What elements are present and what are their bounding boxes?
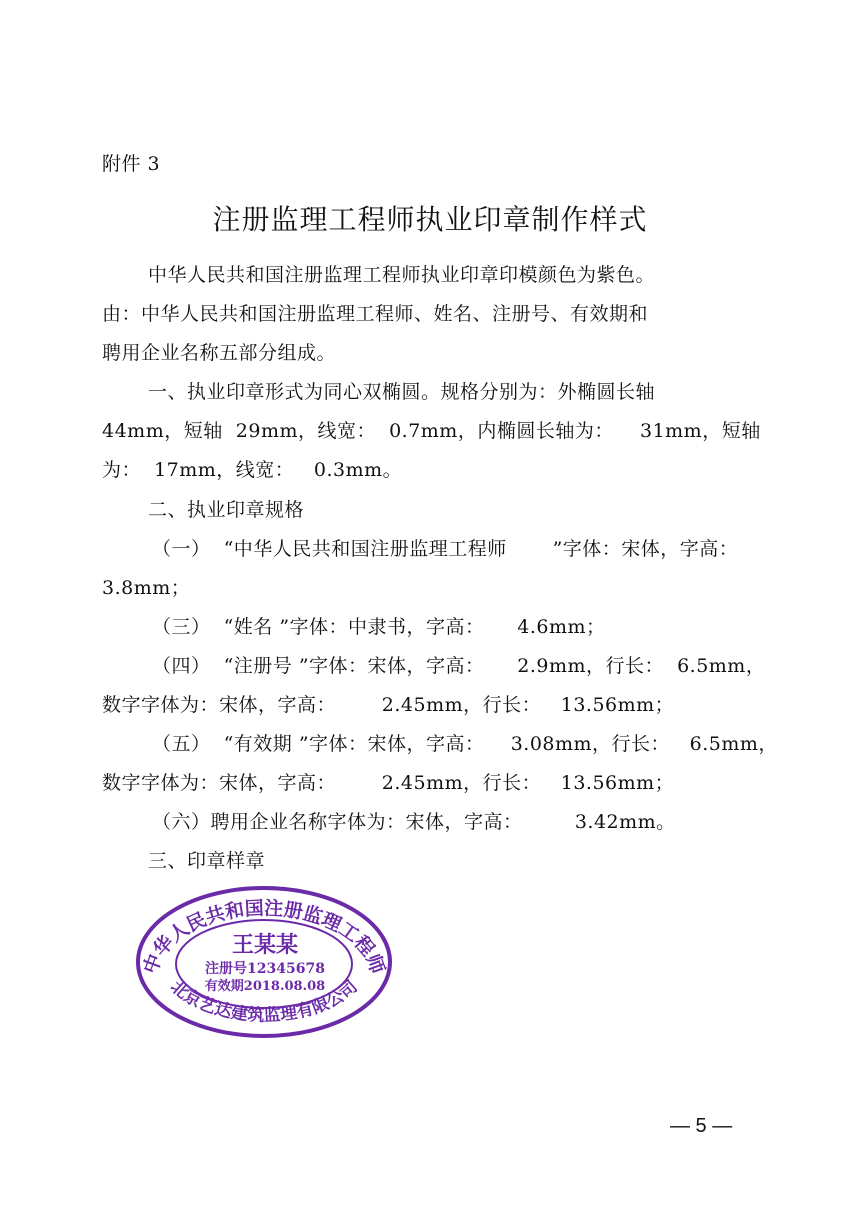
page-number: — 5 — bbox=[670, 1115, 733, 1137]
paragraph-line: 中华人民共和国注册监理工程师执业印章印模颜色为紫色。 bbox=[148, 264, 656, 286]
annex-label: 附件 3 bbox=[102, 153, 161, 175]
section-heading: 二、执业印章规格 bbox=[148, 499, 305, 521]
seal-name: 王某某 bbox=[231, 932, 299, 958]
paragraph-line: （一） “中华人民共和国注册监理工程师 ”字体：宋体，字高： bbox=[152, 538, 739, 560]
seal-valid-date: 有效期2018.08.08 bbox=[204, 979, 326, 994]
paragraph-line: （四） “注册号 ”字体：宋体，字高： 2.9mm，行长： 6.5mm， bbox=[152, 655, 766, 677]
paragraph-line: 由：中华人民共和国注册监理工程师、姓名、注册号、有效期和 bbox=[102, 303, 649, 325]
paragraph-line: 为： 17mm，线宽： 0.3mm。 bbox=[102, 459, 403, 481]
seal-reg-number: 注册号12345678 bbox=[205, 961, 325, 977]
paragraph-line: （六）聘用企业名称字体为：宋体，字高： 3.42mm。 bbox=[152, 811, 676, 833]
paragraph-line: 聘用企业名称五部分组成。 bbox=[102, 342, 337, 364]
paragraph-line: 一、执业印章形式为同心双椭圆。规格分别为：外椭圆长轴 bbox=[148, 381, 656, 403]
paragraph-line: 数字字体为：宋体，字高： 2.45mm，行长： 13.56mm； bbox=[102, 772, 675, 794]
sample-seal bbox=[132, 882, 394, 1040]
seal-company-text: 北京艺达建筑监理有限公司 bbox=[166, 976, 362, 1026]
paragraph-line: 44mm，短轴 29mm，线宽： 0.7mm，内椭圆长轴为： 31mm，短轴 bbox=[102, 420, 761, 442]
paragraph-line: 3.8mm； bbox=[102, 577, 191, 599]
document-title: 注册监理工程师执业印章制作样式 bbox=[212, 203, 648, 236]
paragraph-line: 数字字体为：宋体，字高： 2.45mm，行长： 13.56mm； bbox=[102, 694, 675, 716]
section-heading: 三、印章样章 bbox=[148, 850, 266, 872]
paragraph-line: （五） “有效期 ”字体：宋体，字高： 3.08mm，行长： 6.5mm， bbox=[152, 733, 778, 755]
seal-outer-text: 中华人民共和国注册监理工程师 bbox=[139, 897, 389, 977]
paragraph-line: （三） “姓名 ”字体：中隶书，字高： 4.6mm； bbox=[152, 616, 606, 638]
